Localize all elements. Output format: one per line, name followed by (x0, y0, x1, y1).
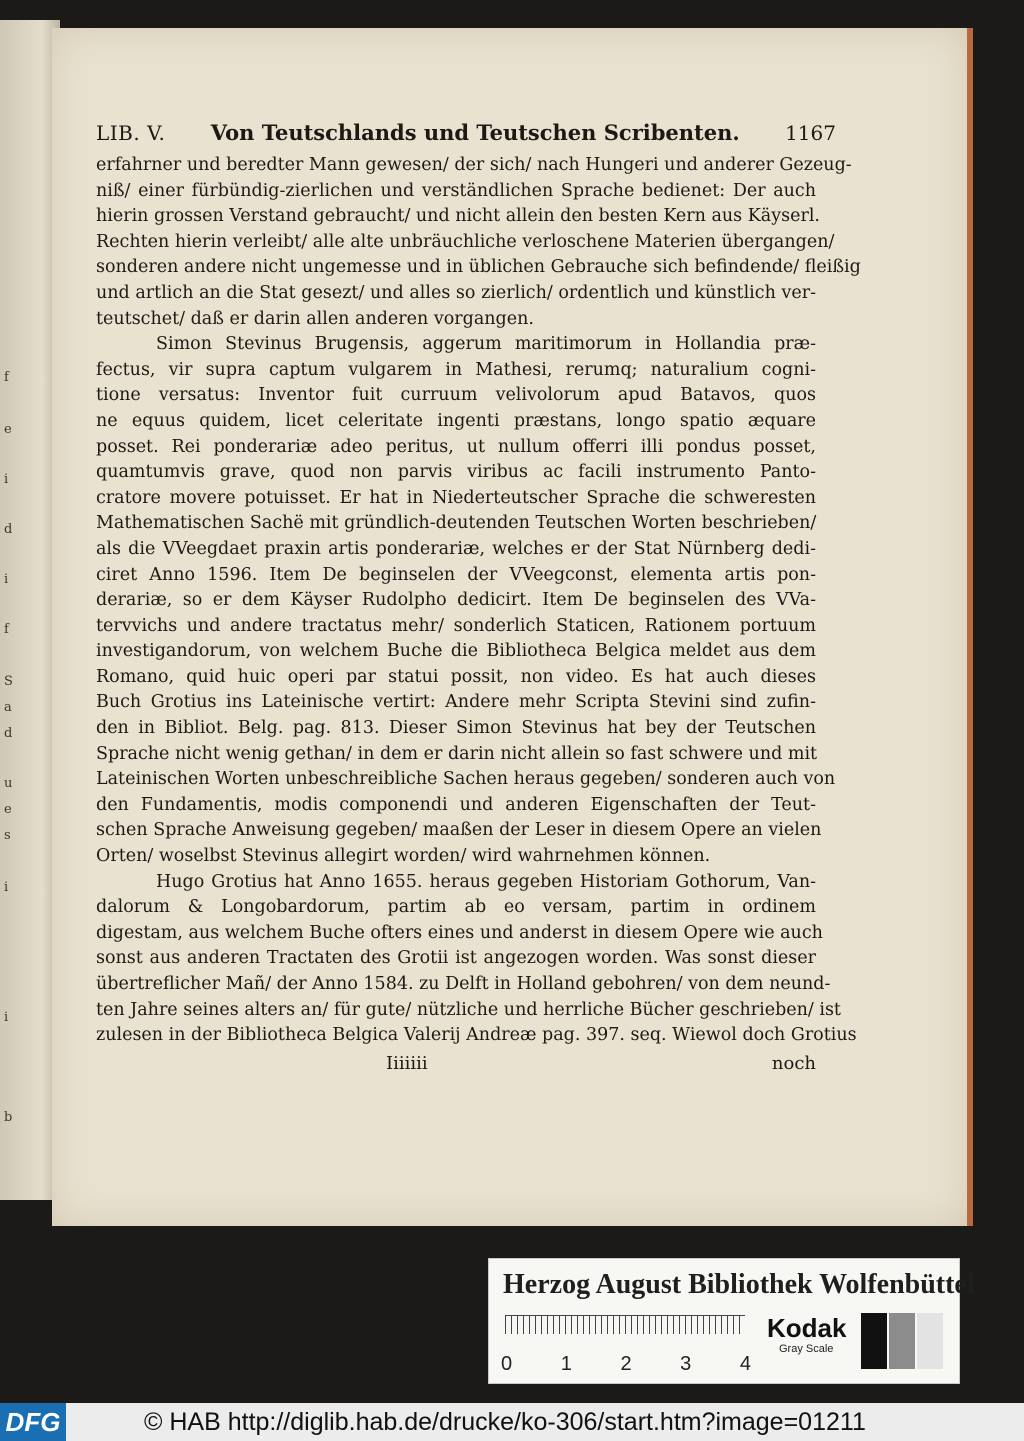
text-line: quamtumvis grave, quod non parvis viribus ac facili instrumento Panto- (96, 462, 816, 483)
body-text (96, 153, 861, 1049)
text-line: und artlich an die Stat gesezt/ und alles so zierlich/ ordentlich und künstlich ver- (96, 282, 816, 303)
text-line: den Fundamentis, modis componendi und anderen Eigenschaften der Teut- (96, 794, 816, 815)
text-line: cratore movere potuisset. Er hat in Niederteutscher Sprache die schweresten (96, 487, 816, 508)
text-line: investigandorum, von welchem Buche die Bibliotheca Belgica meldet aus dem (96, 641, 816, 662)
dfg-logo: DFG (0, 1403, 66, 1441)
text-line: als die VVeegdaet praxin artis ponderariæ, welches er der Stat Nürnberg dedi- (96, 538, 816, 559)
text-line: Orten/ woselbst Stevinus allegirt worden/ wird wahrnehmen können. (96, 846, 711, 867)
text-line: dalorum & Longobardorum, partim ab eo versam, partim in ordinem (96, 897, 816, 918)
edge-char: f (4, 370, 9, 385)
text-line: erfahrner und beredter Mann gewesen/ der sich/ nach Hungeri und anderer Gezeug- (96, 155, 852, 175)
text-line: tervvichs und andere tractatus mehr/ sonderlich Staticen, Rationem portuum (96, 615, 816, 636)
text-line: Mathematischen Sachë mit gründlich-deutenden Teutschen Worten beschrieben/ (96, 513, 817, 534)
text-line: sonderen andere nicht ungemesse und in üblichen Gebrauche sich befindende/ fleißig (96, 257, 861, 278)
copyright-bar (0, 1403, 1024, 1441)
book-number: LIB. V. (96, 121, 166, 145)
text-line: schen Sprache Anweisung gegeben/ maaßen der Leser in diesem Opere an vielen (96, 820, 822, 841)
text-line: hierin grossen Verstand gebraucht/ und nicht allein den besten Kern aus Käyserl. (96, 206, 820, 227)
edge-char: i (4, 572, 9, 587)
edge-char: s (4, 828, 11, 843)
page-number: 1167 (785, 121, 836, 145)
gray-scale-label: Gray Scale (779, 1343, 834, 1355)
catchword: noch (771, 1052, 816, 1074)
kodak-logo: Kodak (767, 1313, 847, 1343)
ruler-number: 1 (560, 1353, 572, 1375)
copyright-link[interactable]: © HAB http://diglib.hab.de/drucke/ko-306/start.htm?image=01211 (144, 1407, 866, 1436)
text-line: niß/ einer fürbündig-zierlichen und verständlichen Sprache bedienet: Der auch (96, 180, 816, 201)
edge-char: u (4, 776, 13, 791)
page-footer (96, 1053, 816, 1074)
text-line: digestam, aus welchem Buche ofters eines und anderst in diesem Opere wie auch (96, 922, 823, 943)
text-line: übertreflicher Mañ/ der Anno 1584. zu Delft in Holland gebohren/ von dem neund- (96, 974, 831, 994)
gray-patch-light (917, 1313, 943, 1369)
signature-mark: Iiiiiii (386, 1052, 428, 1074)
ruler-number: 2 (620, 1353, 632, 1375)
ruler-number: 4 (739, 1353, 751, 1375)
ruler-number: 0 (501, 1353, 513, 1375)
edge-char: i (4, 880, 9, 895)
text-line: Romano, quid huic operi par statui possit, non video. Es hat auch dieses (96, 666, 816, 687)
ruler-numbers (501, 1353, 751, 1376)
running-title: Von Teutschlands und Teutschen Scribenten. (210, 120, 740, 145)
text-line: Sprache nicht wenig gethan/ in dem er darin nicht allein so fast schwere und mit (96, 743, 818, 764)
text-line: Hugo Grotius hat Anno 1655. heraus gegeben Historiam Gothorum, Van- (156, 871, 816, 892)
text-line: posset. Rei ponderariæ adeo peritus, ut nullum offerri illi pondus posset, (96, 436, 816, 457)
edge-char: e (4, 802, 12, 817)
text-line: zulesen in der Bibliotheca Belgica Valerij Andreæ pag. 397. seq. Wiewol doch Grotius (96, 1025, 857, 1046)
edge-char: a (4, 700, 12, 715)
left-page-edge (0, 20, 60, 1200)
text-line: Simon Stevinus Brugensis, aggerum maritimorum in Hollandia præ- (156, 334, 816, 355)
edge-char: i (4, 1010, 9, 1025)
ruler-number: 3 (680, 1353, 692, 1375)
edge-char: i (4, 472, 9, 487)
scale-ruler (505, 1315, 745, 1350)
edge-char: d (4, 726, 13, 741)
edge-char: b (4, 1110, 13, 1125)
text-line: teutschet/ daß er darin allen anderen vorgangen. (96, 308, 534, 329)
text-line: fectus, vir supra captum vulgarem in Mathesi, rerumq; naturalium cogni- (96, 359, 816, 380)
edge-char: f (4, 622, 9, 637)
library-label-card (488, 1258, 975, 1384)
text-line: Buch Grotius ins Lateinische vertirt: Andere mehr Scripta Stevini sind zufin- (96, 692, 816, 713)
gray-patch-black (861, 1313, 887, 1369)
page-text-block (96, 120, 861, 1074)
edge-char: S (4, 674, 13, 689)
running-head (96, 120, 836, 145)
text-line: ciret Anno 1596. Item De beginselen der VVeegconst, elementa artis pon- (96, 564, 816, 585)
text-line: den in Bibliot. Belg. pag. 813. Dieser Simon Stevinus hat bey der Teutschen (96, 718, 816, 739)
library-name: Herzog August Bibliothek Wolfenbüttel (503, 1269, 975, 1300)
edge-char: e (4, 422, 12, 437)
text-line: ten Jahre seines alters an/ für gute/ nützliche und herrliche Bücher geschrieben/ ist (96, 999, 841, 1020)
text-line: tione versatus: Inventor fuit curruum velivolorum apud Batavos, quos (96, 385, 816, 406)
text-line: derariæ, so er dem Käyser Rudolpho dedicirt. Item De beginselen des VVa- (96, 590, 816, 611)
book-page (52, 28, 973, 1226)
gray-patch-mid (889, 1313, 915, 1369)
text-line: Rechten hierin verleibt/ alle alte unbräuchliche verloschene Materien übergangen/ (96, 231, 835, 252)
text-line: sonst aus anderen Tractaten des Grotii ist angezogen worden. Was sonst dieser (96, 948, 816, 969)
text-line: Lateinischen Worten unbeschreibliche Sachen heraus gegeben/ sonderen auch von (96, 769, 836, 790)
text-line: ne equus quidem, licet celeritate ingenti præstans, longo spatio æquare (96, 410, 816, 431)
edge-char: d (4, 522, 13, 537)
